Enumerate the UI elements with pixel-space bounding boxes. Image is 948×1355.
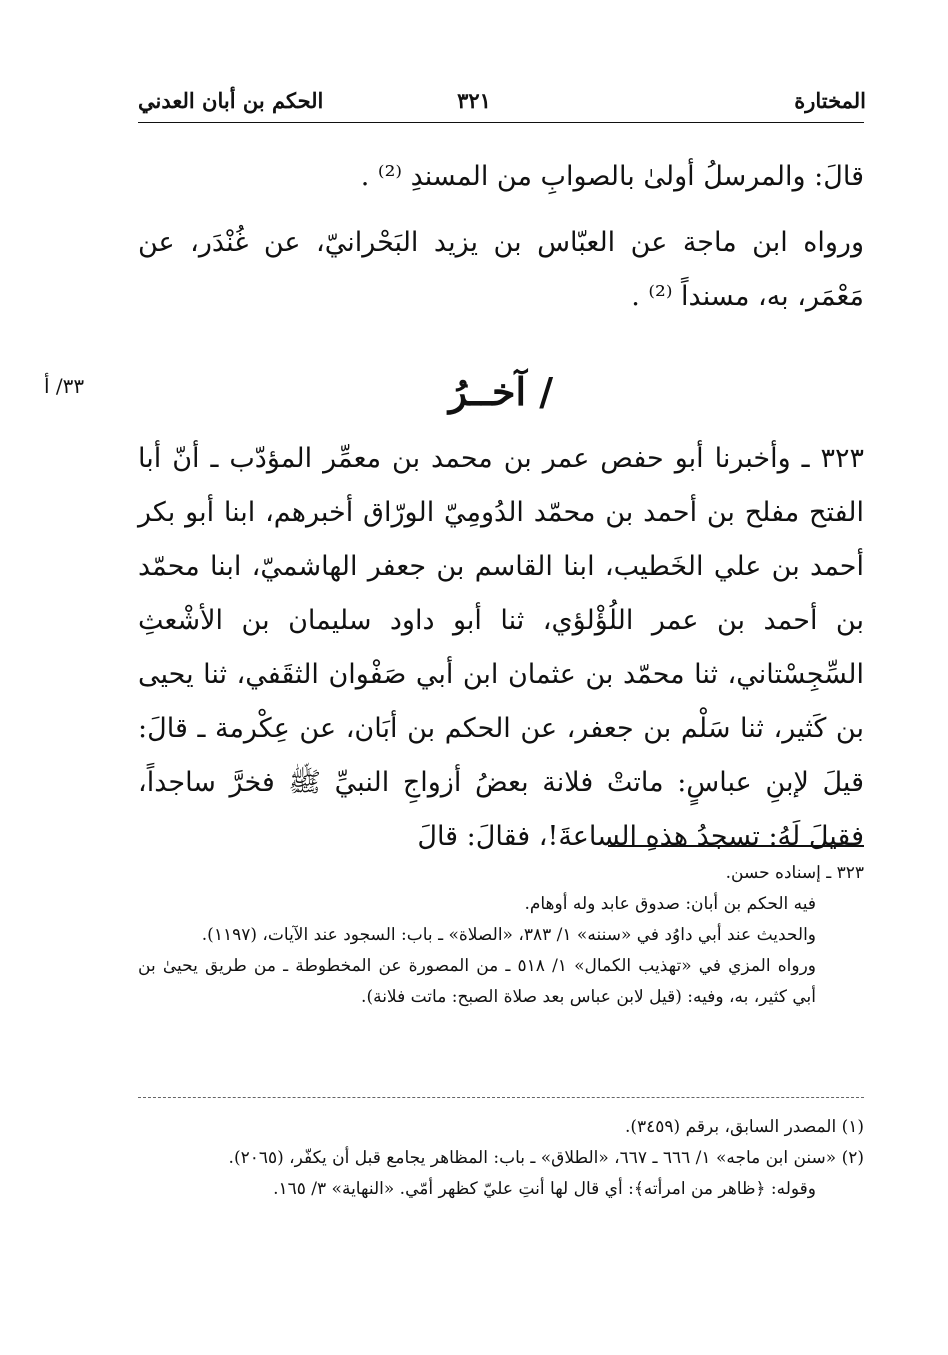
footnote-1: (١) المصدر السابق، برقم (٣٤٥٩). [624, 1117, 864, 1137]
hadith-323-text [138, 432, 864, 864]
footnote-isnad-grade: ٣٢٣ ـ إسناده حسن. [725, 863, 864, 883]
footnote-narrator-note: فيه الحكم بن أبان: صدوق عابد وله أوهام. [524, 894, 816, 914]
running-header-chapter-title: الحكم بن أبان العدني [138, 88, 324, 113]
footnotes-numbered [138, 1112, 864, 1205]
footnote-2-continuation: وقوله: ﴿ظاهر من امرأته﴾: أي قال لها أنتِ عليّ كظهر أمّي. «النهاية» ٣/ ١٦٥. [273, 1179, 816, 1199]
main-text-top [138, 150, 864, 324]
section-heading: / آخــرُ [448, 369, 554, 414]
paragraph-hadith-323: ٣٢٣ ـ وأخبرنا أبو حفص عمر بن محمد بن معمِّر المؤدّب ـ أنّ أبا الفتح مفلح بن أحمد بن محمّد الدُومِيّ الورّاق أخبرهم، ابنا أبو بكر أحمد بن علي الخَطيب، ابنا القاسم بن جعفر الهاشميّ، ابنا محمّد بن أحمد بن عمر اللُؤْلؤي، ثنا أبو داود سليمان بن الأشْعثِ السِّجِسْتاني، ثنا محمّد بن عثمان ابن أبي صَفْوان الثقَفي، ثنا يحيى بن كَثير، ثنا سَلْم بن جعفر، عن الحكم بن أبَان، عن عِكْرمة ـ قالَ: قيلَ لإبنِ عباسٍ: ماتتْ فلانة بعضُ أزواجِ النبيِّ ﷺ فخرَّ ساجداً، فقيلَ لَهُ: تسجدُ هذهِ الساعةَ!، فقالَ: قالَ [138, 443, 865, 852]
footnote-mizzi-ref: ورواه المزي في «تهذيب الكمال» ١/ ٥١٨ ـ من المصورة عن المخطوطة ـ من طريق يحيىٰ بن أبي كثير، به، وفيه: (قيل لابن عباس بعد صلاة الصبح: ماتت فلانة). [138, 956, 816, 1007]
running-header-book-title: المختارة [794, 88, 866, 113]
paragraph-mursal: قالَ: والمرسلُ أولىٰ بالصوابِ من المسندِ ⁽²⁾ . [360, 161, 864, 192]
header-rule [138, 122, 864, 123]
paragraph-ibn-majah: ورواه ابن ماجة عن العبّاس بن يزيد البَحْرانيّ، عن غُنْدَر، عن مَعْمَر، به، مسنداً ⁽²⁾ . [138, 227, 864, 312]
manuscript-folio-marker: ٣٣/ أ [44, 374, 85, 398]
footnote-2: (٢) «سنن ابن ماجه» ١/ ٦٦٦ ـ ٦٦٧، «الطلاق» ـ باب: المظاهر يجامع قبل أن يكفّر، (٢٠٦٥). [228, 1148, 864, 1168]
footnote-separator [608, 845, 864, 847]
footnotes-hadith-commentary [138, 858, 864, 1013]
footnote-abu-dawud-ref: والحديث عند أبي داوُد في «سننه» ١/ ٣٨٣، «الصلاة» ـ باب: السجود عند الآيات، (١١٩٧). [201, 925, 816, 945]
page-number: ٣٢١ [457, 88, 491, 113]
footnote-dashed-separator [138, 1097, 864, 1098]
